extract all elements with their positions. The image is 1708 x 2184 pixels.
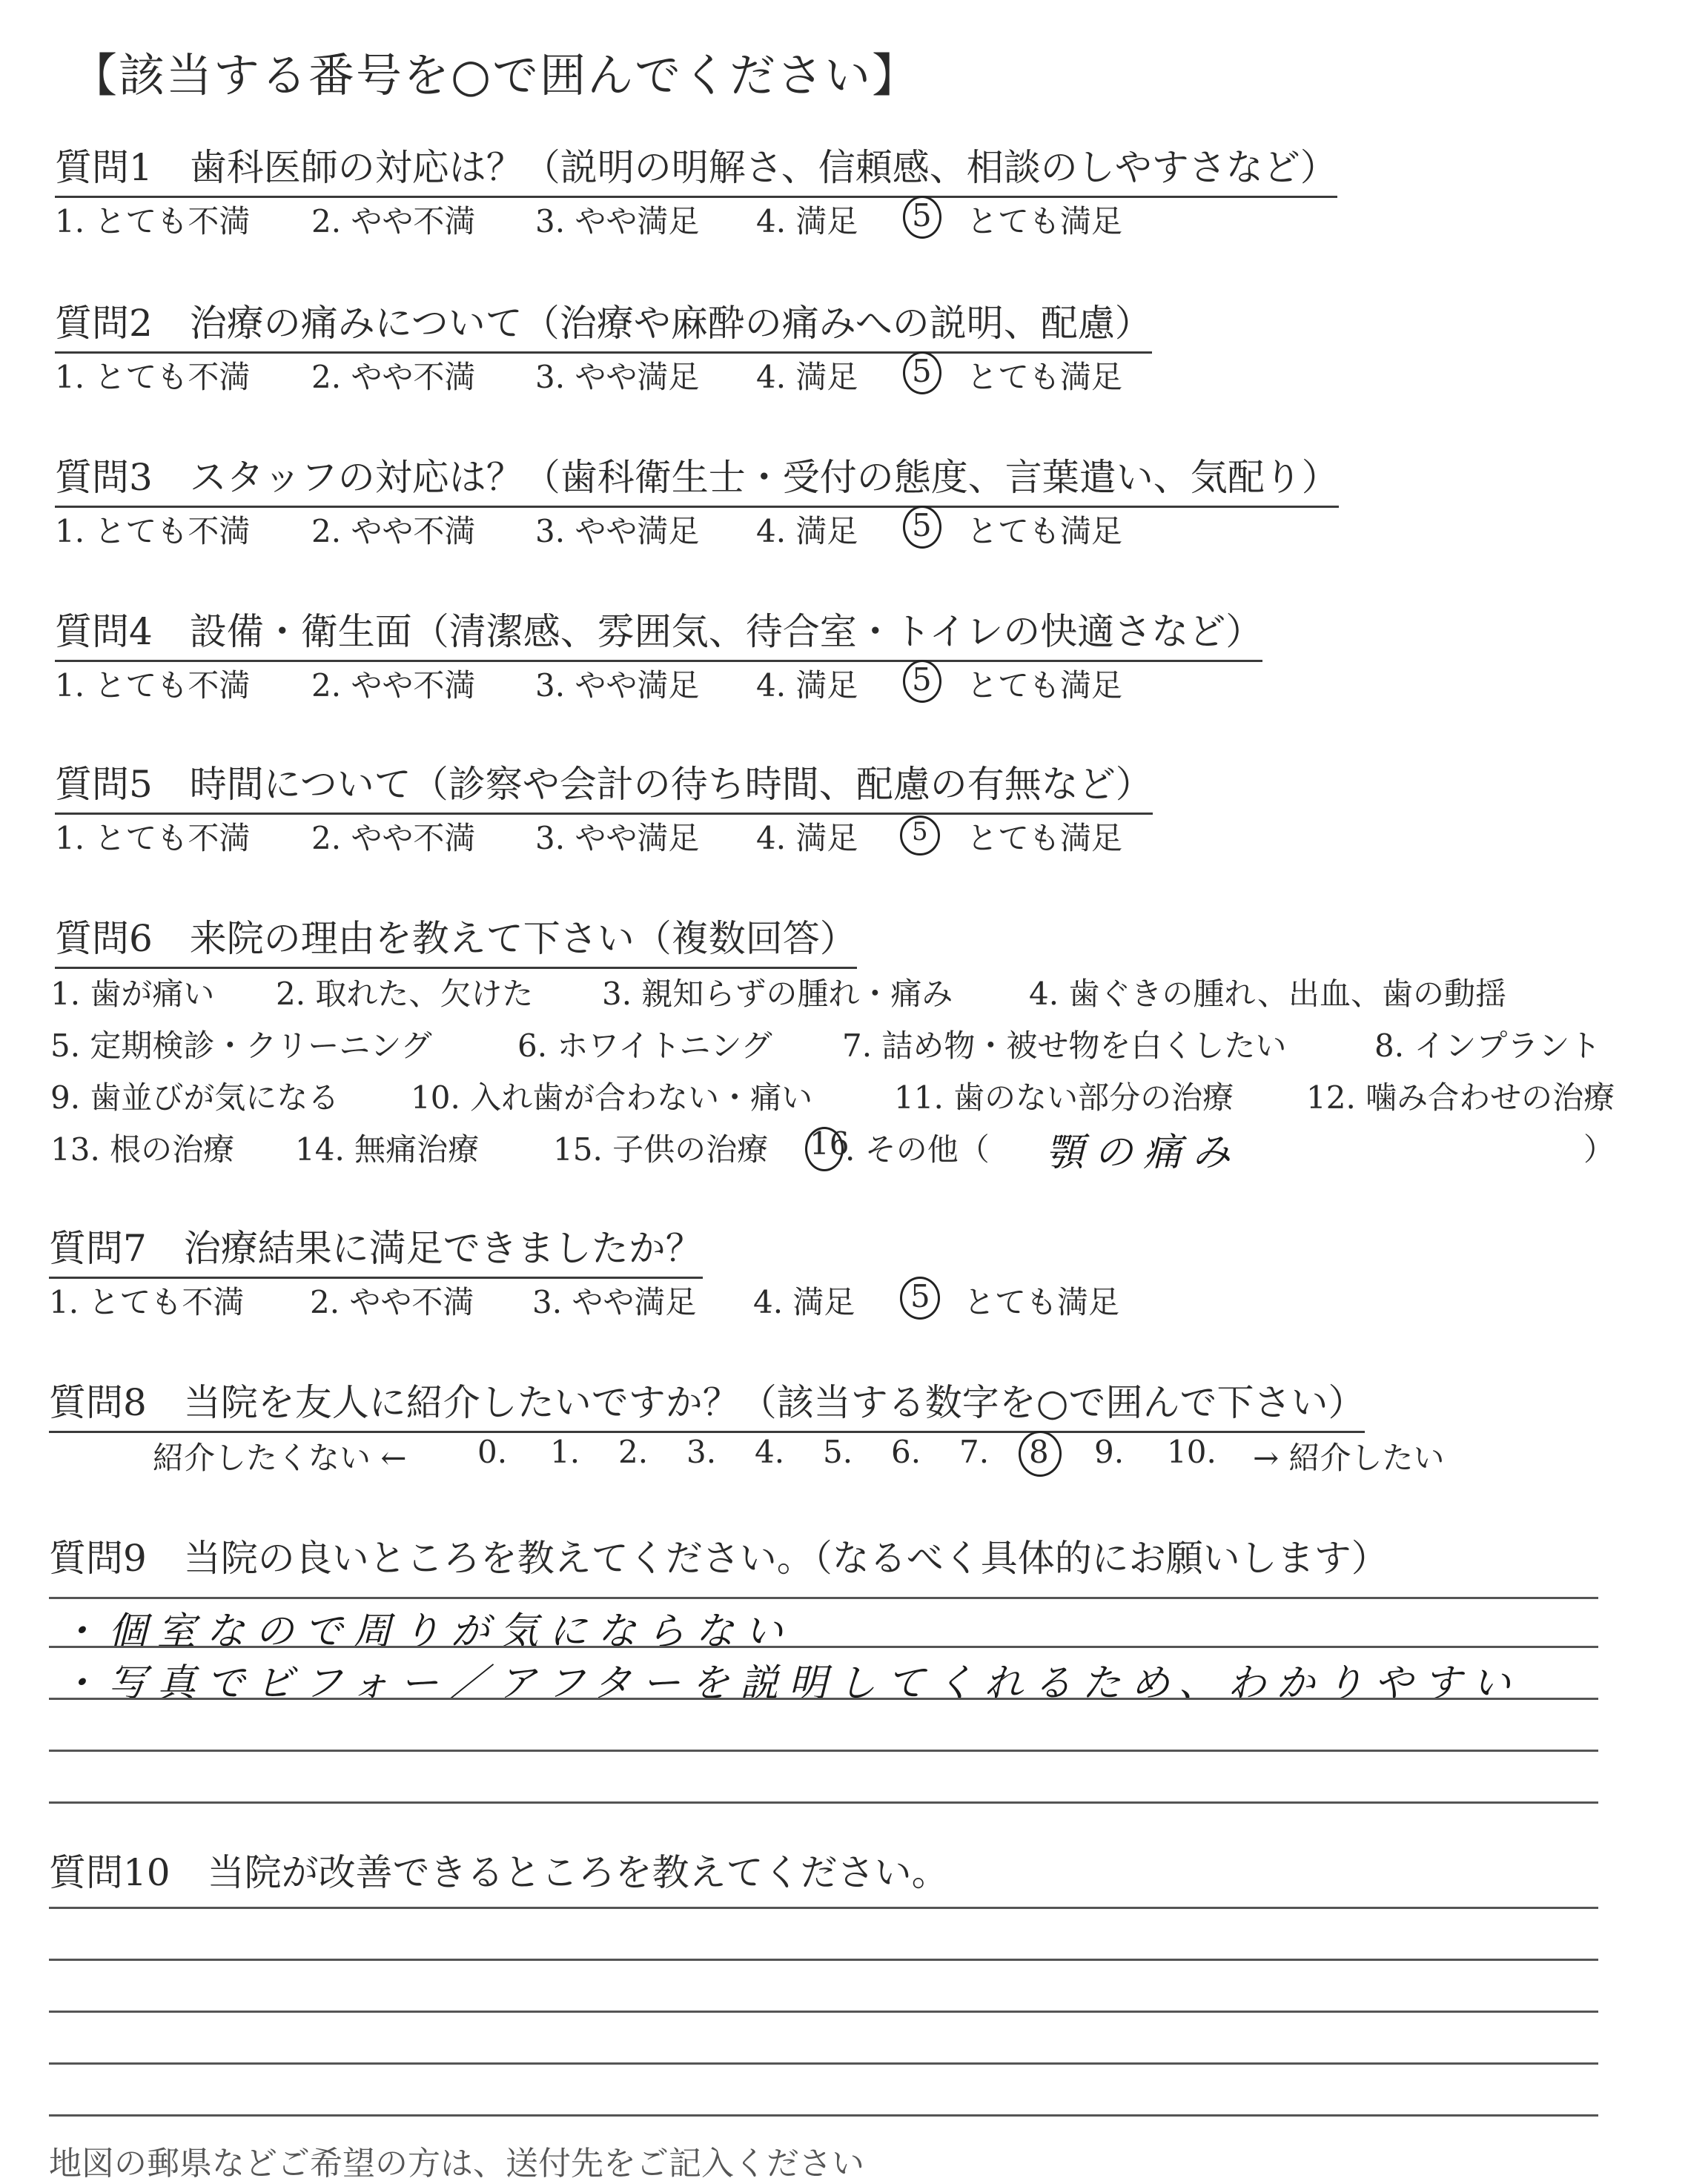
question-9-title: 質問9 当院の良いところを教えてください。（なるべく具体的にお願いします） xyxy=(49,1537,1388,1580)
scale-number-1[interactable]: 1. xyxy=(550,1434,580,1470)
question-4-title: 質問4 設備・衛生面（清潔感、雰囲気、待合室・トイレの快適さなど） xyxy=(55,602,1262,662)
option-very-dissatisfied[interactable]: 1. とても不満 xyxy=(55,203,251,239)
question-3-title: 質問3 スタッフの対応は？（歯科衛生士・受付の態度、言葉遣い、気配り） xyxy=(55,448,1339,508)
reason-6[interactable]: 6. ホワイトニング xyxy=(517,1028,772,1064)
scale-number-6[interactable]: 6. xyxy=(891,1434,921,1470)
question-6-title: 質問6 来院の理由を教えて下さい（複数回答） xyxy=(55,909,857,969)
option-dissatisfied[interactable]: 2. やや不満 xyxy=(311,820,476,856)
reason-5[interactable]: 5. 定期検診・クリーニング xyxy=(50,1028,432,1064)
option-quite-satisfied[interactable]: 4. 満足 xyxy=(756,359,858,395)
reason-16-number[interactable]: 16 xyxy=(810,1125,850,1162)
answer-rule xyxy=(49,1698,1598,1700)
reason-10[interactable]: 10. 入れ歯が合わない・痛い xyxy=(411,1079,813,1116)
answer-rule xyxy=(49,2011,1598,2013)
question-1-title: 質問1 歯科医師の対応は？（説明の明解さ、信頼感、相談のしやすさなど） xyxy=(55,138,1337,198)
option-quite-satisfied[interactable]: 4. 満足 xyxy=(753,1284,855,1320)
option-dissatisfied[interactable]: 2. やや不満 xyxy=(311,359,476,395)
option-very-satisfied[interactable]: とても満足 xyxy=(967,820,1123,856)
answer-rule xyxy=(49,1801,1598,1804)
scale-number-5[interactable]: 5. xyxy=(823,1434,853,1470)
other-reason-handwritten[interactable]: 顎の痛み xyxy=(1045,1131,1242,1175)
option-satisfied[interactable]: 3. やや満足 xyxy=(535,820,700,856)
answer-rule xyxy=(49,1597,1598,1599)
option-satisfied[interactable]: 3. やや満足 xyxy=(535,513,700,549)
option-very-satisfied[interactable]: とても満足 xyxy=(967,203,1123,239)
reason-9[interactable]: 9. 歯並びが気になる xyxy=(50,1079,340,1116)
option-satisfied[interactable]: 3. やや満足 xyxy=(535,667,700,704)
option-5-number[interactable]: 5 xyxy=(912,661,932,698)
reason-16-other-label: . その他（ xyxy=(845,1131,990,1168)
reason-2[interactable]: 2. 取れた、欠けた xyxy=(276,976,534,1012)
option-5-number[interactable]: 5 xyxy=(912,353,932,389)
selected-circle xyxy=(903,506,941,549)
selected-circle xyxy=(900,1277,940,1320)
option-very-satisfied[interactable]: とても満足 xyxy=(967,667,1123,704)
selected-circle xyxy=(903,196,941,239)
option-quite-satisfied[interactable]: 4. 満足 xyxy=(756,203,858,239)
option-quite-satisfied[interactable]: 4. 満足 xyxy=(756,667,858,704)
scale-number-3[interactable]: 3. xyxy=(686,1434,717,1470)
selected-circle xyxy=(1019,1431,1062,1477)
selected-circle xyxy=(903,351,941,394)
option-dissatisfied[interactable]: 2. やや不満 xyxy=(310,1284,474,1320)
footer-note: 地図の郵県などご希望の方は、送付先をご記入ください xyxy=(49,2145,864,2183)
answer-rule xyxy=(49,1646,1598,1648)
answer-rule xyxy=(49,2114,1598,2117)
answer-line-2[interactable]: ・写真でビフォー／アフターを説明してくれるため、わかりやすい xyxy=(59,1661,1521,1706)
scale-number-10[interactable]: 10. xyxy=(1167,1434,1217,1470)
option-very-satisfied[interactable]: とても満足 xyxy=(967,513,1123,549)
question-8-title: 質問8 当院を友人に紹介したいですか？（該当する数字を○で囲んで下さい） xyxy=(49,1373,1365,1433)
option-very-dissatisfied[interactable]: 1. とても不満 xyxy=(55,359,251,395)
scale-number-7[interactable]: 7. xyxy=(959,1434,990,1470)
reason-7[interactable]: 7. 詰め物・被せ物を白くしたい xyxy=(842,1028,1287,1064)
option-5-number[interactable]: 5 xyxy=(912,197,932,234)
question-7-title: 質問7 治療結果に満足できましたか？ xyxy=(49,1219,703,1279)
scale-number-0[interactable]: 0. xyxy=(477,1434,508,1470)
option-5-number[interactable]: 5 xyxy=(910,1278,930,1314)
scale-number-8[interactable]: 8 xyxy=(1029,1434,1049,1470)
question-10-title: 質問10 当院が改善できるところを教えてください。 xyxy=(49,1851,949,1894)
selected-circle xyxy=(805,1127,844,1171)
page-heading: 【該当する番号を○で囲んでください】 xyxy=(71,48,920,102)
reason-12[interactable]: 12. 噛み合わせの治療 xyxy=(1306,1079,1615,1116)
reason-16-close-paren: ） xyxy=(1583,1131,1615,1168)
question-2-title: 質問2 治療の痛みについて（治療や麻酔の痛みへの説明、配慮） xyxy=(55,294,1152,354)
answer-rule xyxy=(49,2062,1598,2065)
reason-1[interactable]: 1. 歯が痛い xyxy=(50,976,215,1012)
option-5-number[interactable]: 5 xyxy=(912,817,928,847)
selected-circle xyxy=(900,815,940,856)
reason-13[interactable]: 13. 根の治療 xyxy=(50,1131,235,1168)
reason-11[interactable]: 11. 歯のない部分の治療 xyxy=(894,1079,1234,1116)
option-very-satisfied[interactable]: とても満足 xyxy=(967,359,1123,395)
answer-rule xyxy=(49,1907,1598,1909)
option-quite-satisfied[interactable]: 4. 満足 xyxy=(756,513,858,549)
option-5-number[interactable]: 5 xyxy=(912,507,932,543)
option-very-dissatisfied[interactable]: 1. とても不満 xyxy=(55,667,251,704)
selected-circle xyxy=(903,660,941,703)
option-dissatisfied[interactable]: 2. やや不満 xyxy=(311,203,476,239)
scale-number-2[interactable]: 2. xyxy=(618,1434,649,1470)
scale-number-4[interactable]: 4. xyxy=(755,1434,785,1470)
option-satisfied[interactable]: 3. やや満足 xyxy=(532,1284,697,1320)
reason-8[interactable]: 8. インプラント xyxy=(1374,1028,1601,1064)
answer-rule xyxy=(49,1959,1598,1961)
reason-4[interactable]: 4. 歯ぐきの腫れ、出血、歯の動揺 xyxy=(1029,976,1506,1012)
scale-number-9[interactable]: 9. xyxy=(1094,1434,1125,1470)
option-satisfied[interactable]: 3. やや満足 xyxy=(535,359,700,395)
scale-left-label: 紹介したくない ← xyxy=(153,1440,407,1476)
option-very-satisfied[interactable]: とても満足 xyxy=(964,1284,1120,1320)
question-5-title: 質問5 時間について（診察や会計の待ち時間、配慮の有無など） xyxy=(55,755,1153,815)
reason-15[interactable]: 15. 子供の治療 xyxy=(553,1131,769,1168)
option-dissatisfied[interactable]: 2. やや不満 xyxy=(311,667,476,704)
reason-14[interactable]: 14. 無痛治療 xyxy=(295,1131,480,1168)
option-dissatisfied[interactable]: 2. やや不満 xyxy=(311,513,476,549)
option-very-dissatisfied[interactable]: 1. とても不満 xyxy=(55,820,251,856)
scale-right-label: → 紹介したい xyxy=(1253,1440,1445,1476)
option-satisfied[interactable]: 3. やや満足 xyxy=(535,203,700,239)
option-quite-satisfied[interactable]: 4. 満足 xyxy=(756,820,858,856)
option-very-dissatisfied[interactable]: 1. とても不満 xyxy=(49,1284,245,1320)
answer-rule xyxy=(49,1750,1598,1752)
reason-3[interactable]: 3. 親知らずの腫れ・痛み xyxy=(602,976,953,1012)
answer-line-1[interactable]: ・個室なので周りが気にならない xyxy=(59,1609,794,1654)
option-very-dissatisfied[interactable]: 1. とても不満 xyxy=(55,513,251,549)
